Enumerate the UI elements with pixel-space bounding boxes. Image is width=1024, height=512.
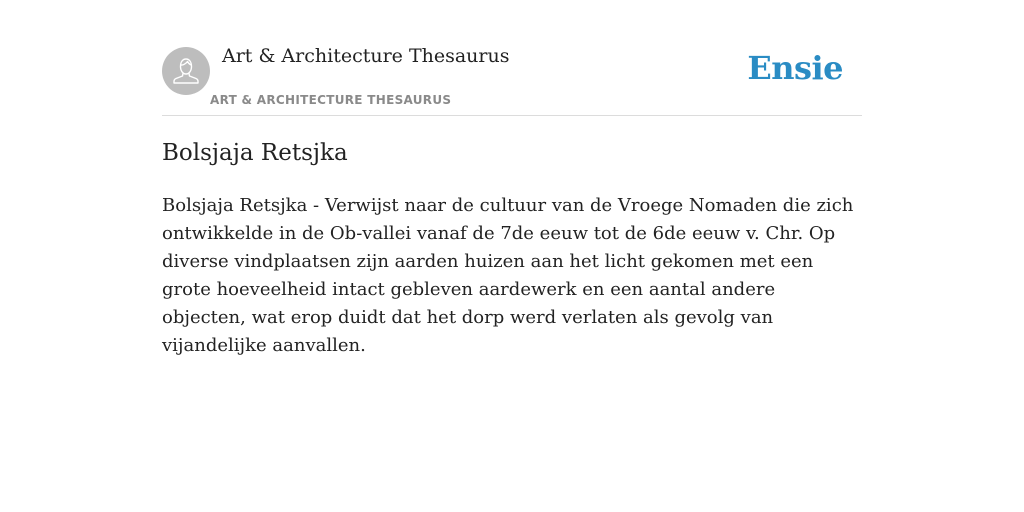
author-name[interactable]: Art & Architecture Thesaurus bbox=[222, 45, 510, 67]
entry-card bbox=[162, 0, 862, 512]
author-subtitle[interactable]: ART & ARCHITECTURE THESAURUS bbox=[210, 93, 452, 107]
brand-logo[interactable]: Ensie bbox=[747, 49, 843, 87]
page-title: Bolsjaja Retsjka bbox=[162, 140, 348, 166]
user-placeholder-icon bbox=[162, 47, 210, 95]
article-body: Bolsjaja Retsjka - Verwijst naar de cultuur van de Vroege Nomaden die zich ontwikkelde in de Ob-vallei vanaf de 7de eeuw tot de 6de eeuw v. Chr. Op diverse vindplaatsen zijn aarden huizen aan het licht gekomen met een grote hoeveelheid intact gebleven aardewerk en een aantal andere objecten, wat erop duidt dat het dorp werd verlaten als gevolg van vijandelijke aanvallen. bbox=[162, 195, 854, 356]
entry-header bbox=[162, 0, 862, 116]
avatar[interactable] bbox=[162, 47, 210, 95]
